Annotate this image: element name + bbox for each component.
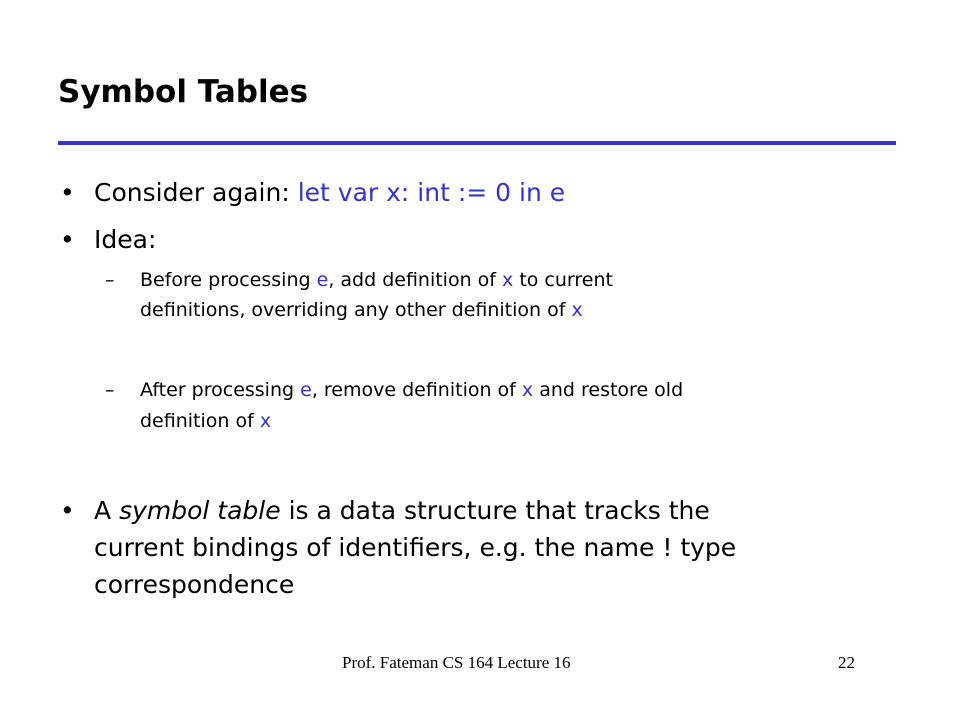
bullet-marker: • (60, 225, 75, 254)
sub-bullet-line: definitions, overriding any other definition of x (140, 299, 583, 321)
bullet-text (94, 176, 565, 210)
bullet-marker: • (60, 496, 75, 525)
sub-bullet-marker: – (105, 379, 115, 401)
code-snippet: let var x: int := 0 in e (297, 178, 566, 207)
page-number: 22 (838, 653, 855, 672)
title-underline (58, 141, 896, 145)
bullet-lead: Consider again: (94, 178, 298, 207)
bullet-marker: • (60, 178, 75, 207)
bullet-line: A symbol table is a data structure that tracks the (94, 496, 710, 525)
sub-bullet-line: Before processing e, add definition of x to current (140, 269, 613, 291)
sub-bullet-line: definition of x (140, 410, 272, 432)
bullet-text: Idea: (94, 225, 157, 254)
bullet-line: current bindings of identifiers, e.g. the name ! type (94, 533, 737, 562)
emphasis-term: symbol table (119, 496, 281, 525)
bullet-line: correspondence (94, 570, 295, 599)
sub-bullet-line: After processing e, remove definition of x and restore old (140, 379, 684, 401)
sub-bullet-marker: – (105, 269, 115, 291)
slide-title: Symbol Tables (58, 74, 309, 110)
footer-course-info: Prof. Fateman CS 164 Lecture 16 (342, 653, 571, 672)
